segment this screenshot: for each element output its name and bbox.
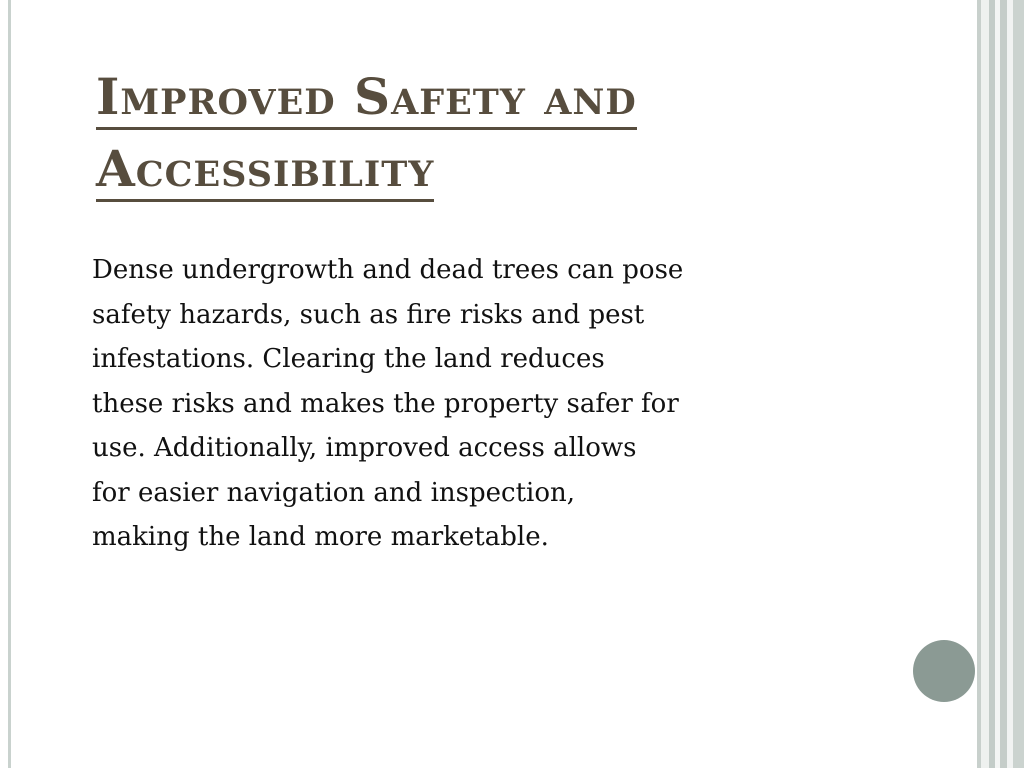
slide-body-text — [92, 248, 882, 560]
slide-title — [96, 64, 796, 208]
left-border-line — [8, 0, 11, 768]
body-line: making the land more marketable. — [92, 522, 549, 552]
body-line: use. Additionally, improved access allows — [92, 433, 637, 463]
decorative-circle-icon — [913, 640, 975, 702]
body-line: for easier navigation and inspection, — [92, 477, 575, 508]
slide-title-line: Improved Safety and — [96, 67, 637, 130]
body-line: these risks and makes the property safer for — [92, 388, 679, 419]
right-decorative-band — [1013, 0, 1024, 768]
right-decorative-band — [1000, 0, 1007, 768]
right-decorative-band — [981, 0, 989, 768]
body-line: infestations. Clearing the land reduces — [92, 344, 605, 374]
body-line: Dense undergrowth and dead trees can pose — [92, 255, 684, 285]
body-line: safety hazards, such as fire risks and pest — [92, 299, 645, 330]
slide-title-line: Accessibility — [96, 139, 434, 202]
